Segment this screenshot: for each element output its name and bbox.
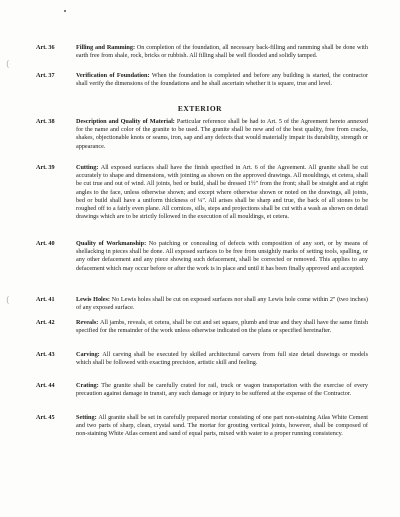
article-text: The granite shall be carefully crated for rail, truck or wagon transportation with the exercise of every precaution against damage in transit, any such damage or injury to be suffered at the expense of the Contractor. <box>76 382 368 398</box>
section-heading: EXTERIOR <box>177 104 223 113</box>
article-number: Art. 42 <box>36 319 55 326</box>
article-43 <box>36 351 368 367</box>
article-body <box>76 296 368 312</box>
article-body <box>76 382 368 398</box>
article-number: Art. 39 <box>36 164 55 171</box>
article-38 <box>36 118 368 151</box>
article-number: Art. 44 <box>36 382 55 389</box>
article-number: Art. 37 <box>36 72 55 79</box>
article-text: All jambs, reveals, et cetera, shall be cut and set square, plumb and true and they shall have the same finish specified for the remainder of the work unless otherwise indicated on the plans or specified hereinafter. <box>76 319 368 335</box>
article-body <box>76 164 368 221</box>
article-body <box>76 118 368 151</box>
article-text: All carving shall be executed by skilled architectural carvers from full size detail drawings or models which shall be followed with exacting precision, artistic skill and feeling. <box>76 351 368 367</box>
article-title: Reveals: <box>76 319 101 326</box>
article-title: Description and Quality of Material: <box>76 118 177 125</box>
article-text: No patching or concealing of defects with composition of any sort, or by means of shellacking in pieces shall be done. All exposed surfaces to be free from unsightly marks of setting tools, spalling, or any other defacement and any piece showing such defacement, shall be corrected or removed. This applies to any defacement which may occur before or after the work is in place and until it has been finally approved and accepted. <box>76 240 368 272</box>
article-42 <box>36 319 368 335</box>
article-body <box>76 72 368 88</box>
article-body <box>76 351 368 367</box>
margin-mark: ( <box>6 60 10 70</box>
article-title: Carving: <box>76 351 103 358</box>
article-text: No Lewis holes shall be cut on exposed surfaces nor shall any Lewis hole come within 2" (two inches) of any exposed surface. <box>76 296 368 312</box>
article-title: Crating: <box>76 382 102 389</box>
article-37 <box>36 72 368 88</box>
article-number: Art. 43 <box>36 351 55 358</box>
article-number: Art. 41 <box>36 296 55 303</box>
article-body <box>76 414 368 439</box>
paper-speck <box>64 10 66 12</box>
article-body <box>76 319 368 335</box>
article-number: Art. 38 <box>36 118 55 125</box>
margin-mark: ( <box>6 296 10 306</box>
article-39 <box>36 164 368 221</box>
article-body <box>76 240 368 273</box>
article-title: Setting: <box>76 414 99 421</box>
article-number: Art. 40 <box>36 240 55 247</box>
article-45 <box>36 414 368 439</box>
article-text: When the foundation is completed and before any building is started, the contractor shall verify the dimensions of the foundations and he shall ascertain whether it is square, true and level. <box>76 72 369 88</box>
article-40 <box>36 240 368 273</box>
article-title: Lewis Holes: <box>76 296 112 303</box>
article-36 <box>36 44 368 60</box>
article-title: Filling and Ramming: <box>76 44 137 51</box>
article-text: All granite shall be set in carefully prepared mortar consisting of one part non-staining Atlas White Cement and two parts of sharp, clean, crystal sand. The mortar for grouting vertical joints, however, shall be composed of non-staining White Atlas cement and sand of equal parts, mixed with water to a proper running consistency. <box>76 414 369 438</box>
article-body <box>76 44 368 60</box>
article-44 <box>36 382 368 398</box>
article-number: Art. 45 <box>36 414 55 421</box>
article-text: All exposed surfaces shall have the finish specified in Art. 6 of the Agreement. All granite shall be cut accurately to shape and dimensions, with jointing as shown on the approved drawings. All mouldings, et cetera, shall be cut true and out of wind. All joints, bed or build, shall be dressed 1½" from the front; shall be straight and at right angles to the face, unless otherwise shown; and except where otherwise shown or noted on the drawings, all joints, bed or build shall have a uniform thickness of ¼". All arises shall be sharp and true, the back of all stones to be roughed off to a fairly even plane. All cornices, sills, steps and projections shall be cut with a wash as shown on detail drawings which are to be strictly followed in the execution of all mouldings, et cetera. <box>76 164 368 221</box>
article-text: Particular reference shall be had to Art. 5 of the Agreement hereto annexed for the name and color of the granite to be used. The granite shall be new and of the best quality, free from cracks, shakes, objectionable knots or seams, iron, sap and any defects that would materially impair its durability, strength or appearance. <box>76 118 368 150</box>
article-41 <box>36 296 368 312</box>
article-title: Cutting: <box>76 164 101 171</box>
article-title: Quality of Workmanship: <box>76 240 149 247</box>
article-text: On completion of the foundation, all necessary back-filling and ramming shall be done with earth free from shale, rock, bricks or rubbish. All filling shall be well flooded and solidly tamped. <box>76 44 368 60</box>
article-title: Verification of Foundation: <box>76 72 152 79</box>
article-number: Art. 36 <box>36 44 55 51</box>
